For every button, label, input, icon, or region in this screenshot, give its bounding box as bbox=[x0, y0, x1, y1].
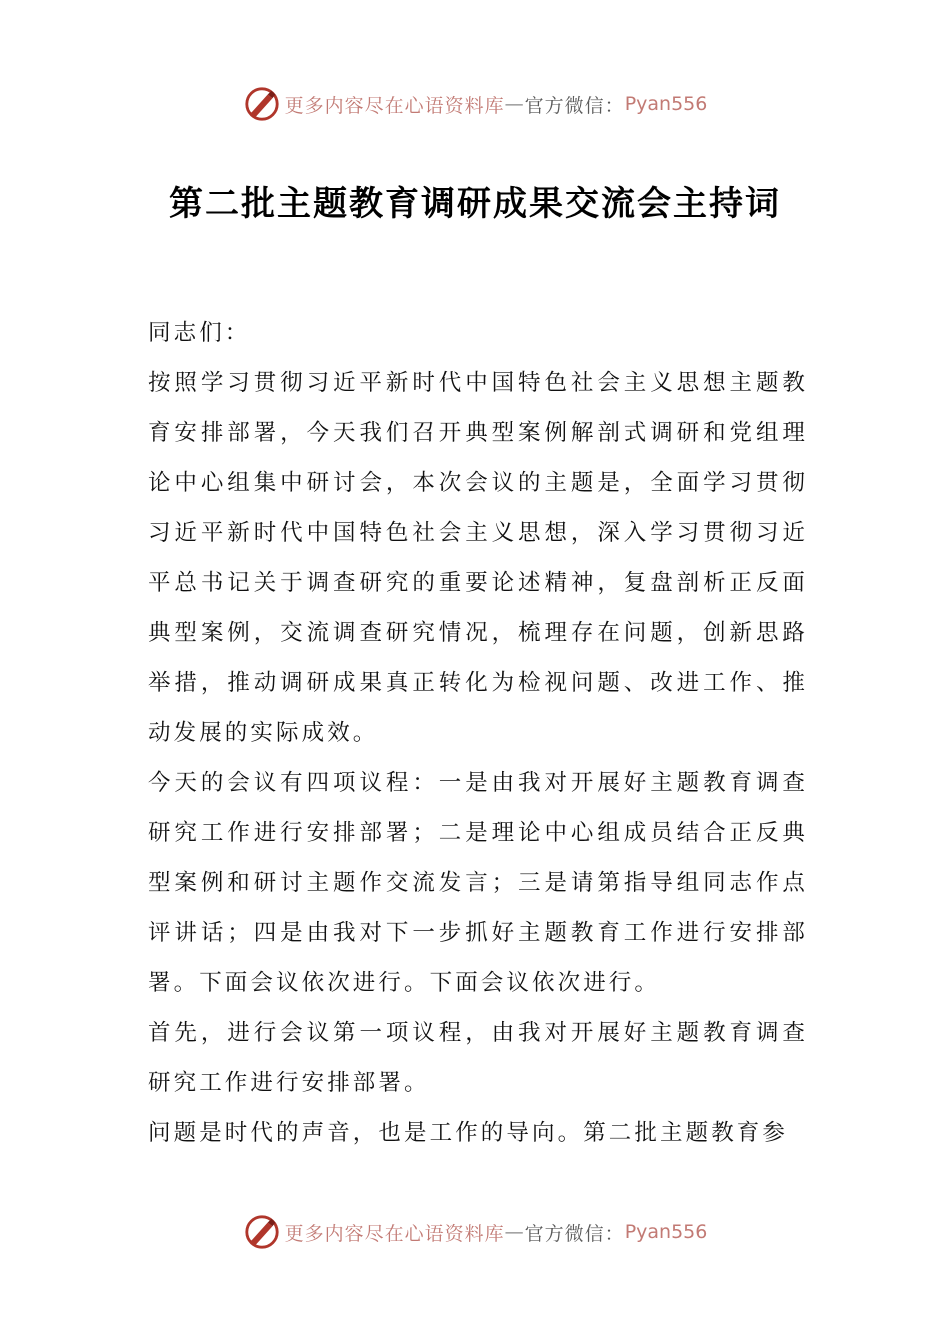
document-title: 第二批主题教育调研成果交流会主持词 bbox=[169, 184, 781, 224]
paragraph: 首先，进行会议第一项议程，由我对开展好主题教育调查研究工作进行安排部署。 bbox=[148, 1020, 808, 1096]
watermark-account-label: 官方微信： bbox=[524, 1222, 625, 1245]
watermark-site-text: 更多内容尽在心语资料库 bbox=[284, 1222, 505, 1245]
watermark-separator: — bbox=[504, 1221, 525, 1243]
watermark-account-id: Pyan556 bbox=[624, 93, 708, 115]
watermark-account-label: 官方微信： bbox=[524, 94, 625, 117]
header-watermark bbox=[0, 84, 950, 124]
watermark-site-text: 更多内容尽在心语资料库 bbox=[284, 94, 505, 117]
paragraph: 今天的会议有四项议程：一是由我对开展好主题教育调查研究工作进行安排部署；二是理论中心组成员结合正反典型案例和研讨主题作交流发言；三是请第指导组同志作点评讲话；四是由我对下一步抓好主题教育工作进行安排部署。下面会议依次进行。下面会议依次进行。 bbox=[148, 770, 808, 996]
paragraph: 按照学习贯彻习近平新时代中国特色社会主义思想主题教育安排部署，今天我们召开典型案例解剖式调研和党组理论中心组集中研讨会，本次会议的主题是，全面学习贯彻习近平新时代中国特色社会主义思想，深入学习贯彻习近平总书记关于调查研究的重要论述精神，复盘剖析正反面典型案例，交流调查研究情况，梳理存在问题，创新思路举措，推动调研成果真正转化为检视问题、改进工作、推动发展的实际成效。 bbox=[148, 370, 808, 746]
pen-circle-logo-icon bbox=[243, 1213, 281, 1251]
pen-circle-logo-icon bbox=[243, 85, 281, 123]
salutation: 同志们： bbox=[148, 320, 251, 346]
watermark-account-id: Pyan556 bbox=[624, 1221, 708, 1243]
paragraph: 问题是时代的声音，也是工作的导向。第二批主题教育参 bbox=[148, 1120, 789, 1146]
footer-watermark bbox=[0, 1212, 950, 1252]
document-body bbox=[148, 308, 808, 1158]
watermark-separator: — bbox=[504, 93, 525, 115]
